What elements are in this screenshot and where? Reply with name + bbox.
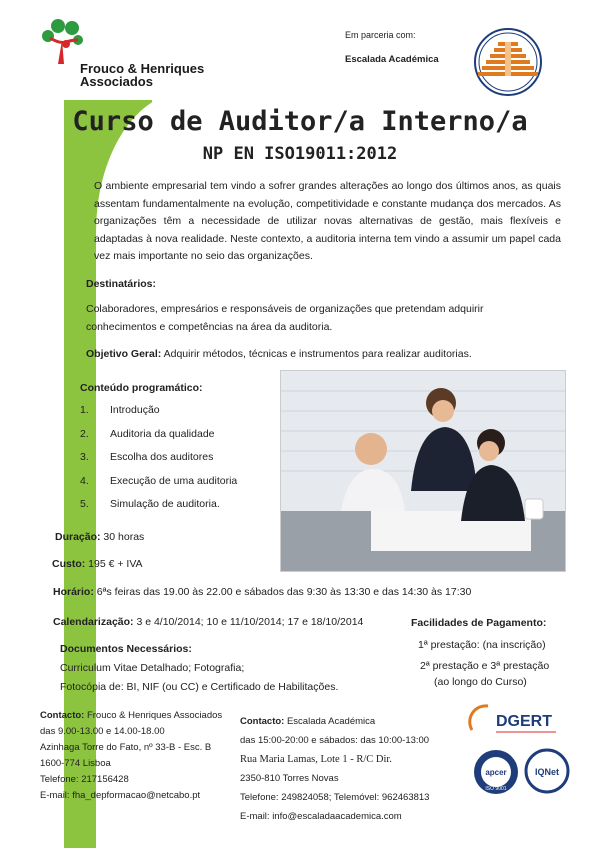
partner-name: Escalada Académica [345,54,439,65]
duracao-line: Duração: 30 horas [55,531,145,543]
pagamento-line-2: 2ª prestação e 3ª prestação [420,660,550,672]
svg-text:apcer: apcer [485,768,507,777]
documentos-heading: Documentos Necessários: [60,643,192,655]
destinatarios-text: Colaboradores, empresários e responsáveis de organizações que pretendam adquirir conhecimentos e competências na área da auditoria. [86,303,484,333]
list-item: 3. Escolha dos auditores [80,451,214,463]
office-meeting-photo [280,370,566,572]
contact-email-link[interactable]: E-mail: info@escaladaacademica.com [240,811,402,822]
page-title: Curso de Auditor/a Interno/a [72,106,528,137]
svg-text:ISO 9001: ISO 9001 [485,786,507,792]
list-item: 2. Auditoria da qualidade [80,427,215,440]
partnership-label: Em parceria com: [345,30,416,40]
contact-email-link[interactable]: E-mail: fha_depformacao@netcabo.pt [40,790,201,801]
documentos-line-1: Curriculum Vitae Detalhado; Fotografia; [60,662,245,674]
objetivo-label: Objetivo Geral: [86,348,162,360]
company-logo-text: Frouco & Henriques Associados [80,61,205,89]
objetivo-text: Adquirir métodos, técnicas e instrumentos para realizar auditorias. [161,348,472,360]
list-item: 4. Execução de uma auditoria [80,474,238,487]
svg-text:IQNet: IQNet [534,767,560,777]
tree-logo-icon [38,18,88,66]
custo-line: Custo: 195 € + IVA [52,558,143,570]
list-item: 5. Simulação de auditoria. [80,498,220,510]
pagamento-line-1: 1ª prestação: (na inscrição) [418,639,546,651]
dgert-badge-icon [466,700,562,740]
svg-text:DGERT: DGERT [496,713,552,730]
conteudo-heading: Conteúdo programático: [80,382,203,394]
page-subtitle: NP EN ISO19011:2012 [202,144,398,164]
escalada-pyramid-logo-icon [472,26,544,98]
iqnet-badge-icon [524,748,570,794]
pagamento-line-3: (ao longo do Curso) [434,676,527,688]
documentos-line-2: Fotocópia de: BI, NIF (ou CC) e Certificado de Habilitações. [60,681,339,693]
contact-frouco: Contacto: Frouco & Henriques Associados das 9.00-13.00 e 14.00-18.00 Azinhaga Torre do Fato, nº 33-B - Esc. B 1600-774 Lisboa Telefone: 217156428 E-mail: fha_depformacao@netcabo.pt [40,708,222,804]
contact-escalada: Contacto: Escalada Académica das 15:00-20:00 e sábados: das 10:00-13:00 Rua Maria Lamas, Lote 1 - R/C Dir. 2350-810 Torres Novas Telefone: 249824058; Telemóvel: 962463813 E-mail: info@escaladaacademica.com [240,712,429,826]
horario-line: Horário: 6ªs feiras das 19.00 às 22.00 e sábados das 9:30 às 13:30 e das 14:30 às 17:30 [53,586,472,598]
calendarizacao-line: Calendarização: 3 e 4/10/2014; 10 e 11/10/2014; 17 e 18/10/2014 [53,616,364,628]
pagamento-heading: Facilidades de Pagamento: [411,617,547,629]
conteudo-list [80,404,237,522]
intro-paragraph: O ambiente empresarial tem vindo a sofrer grandes alterações ao longo dos últimos anos, as quais assentam fundamentalmente na evolução, competitividade e constante mudança dos mercados. As organizações têm a necessidade de utilizar novas alternativas de gestão, mais flexíveis e adaptadas à nova realidade. Neste contexto, a auditoria interna tem vindo a assumir um papel cada vez mais importante no seio das organizações. [94,180,561,262]
destinatarios-heading: Destinatários: [86,278,157,290]
apcer-badge-icon [472,748,520,796]
objetivo-line [86,348,472,360]
list-item: 1. Introdução [80,404,160,416]
